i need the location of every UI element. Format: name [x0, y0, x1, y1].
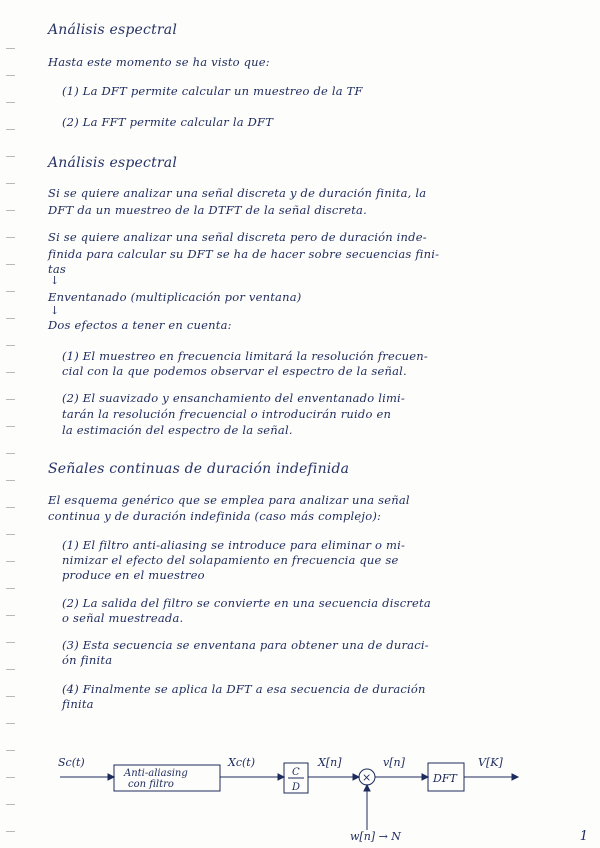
step-3-line1: (3) Esta secuencia se enventana para obtener una de duraci-: [62, 638, 429, 652]
heading-senales-continuas: Señales continuas de duración indefinida: [48, 461, 350, 477]
spectral-p1-line2: DFT da un muestreo de la DTFT de la señal discreta.: [48, 203, 367, 217]
spectral-p2-line1: Si se quiere analizar una señal discreta pero de duración inde-: [48, 230, 427, 244]
arrow-right-icon: [278, 774, 284, 780]
block-diagram: [0, 740, 600, 848]
effects-line: Dos efectos a tener en cuenta:: [48, 318, 232, 332]
intro-item-1: (1) La DFT permite calcular un muestreo de la TF: [62, 84, 363, 98]
vk-label: V[K]: [478, 756, 503, 769]
spectral-p2-line3: tas: [48, 262, 66, 276]
intro-lead: Hasta este momento se ha visto que:: [48, 55, 270, 69]
multiply-icon: ×: [362, 771, 372, 784]
step-1-line1: (1) El filtro anti-aliasing se introduce para eliminar o mi-: [62, 538, 406, 552]
windowing-line: Enventanado (multiplicación por ventana): [48, 290, 302, 304]
input-signal-label: Sc(t): [58, 756, 85, 769]
spectral-p2-line2: finida para calcular su DFT se ha de hacer sobre secuencias fini-: [48, 247, 440, 261]
effect-1-line2: cial con la que podemos observar el espectro de la señal.: [62, 364, 407, 378]
step-4-line1: (4) Finalmente se aplica la DFT a esa secuencia de duración: [62, 682, 426, 696]
step-1-line2: nimizar el efecto del solapamiento en frecuencia que se: [62, 553, 399, 567]
arrow-down-icon: ↓: [50, 274, 60, 287]
spectral-p1-line1: Si se quiere analizar una señal discreta y de duración finita, la: [48, 186, 427, 200]
filter-label-line2: con filtro: [128, 779, 174, 790]
vn-label: v[n]: [383, 756, 405, 769]
page-number: 1: [579, 829, 588, 844]
continuous-intro-line1: El esquema genérico que se emplea para analizar una señal: [48, 493, 410, 507]
intro-item-2: (2) La FFT permite calcular la DFT: [62, 115, 274, 129]
heading-analisis-espectral-1: Análisis espectral: [48, 22, 178, 38]
arrow-right-icon: [108, 774, 114, 780]
step-3-line2: ón finita: [62, 653, 113, 667]
cd-top-label: C: [292, 767, 300, 778]
heading-analisis-espectral-2: Análisis espectral: [48, 155, 178, 171]
window-label: w[n] → N: [350, 830, 401, 843]
xc-label: Xc(t): [228, 756, 255, 769]
effect-2-line3: la estimación del espectro de la señal.: [62, 423, 293, 437]
arrow-right-icon: [353, 774, 359, 780]
arrow-right-icon: [512, 774, 518, 780]
cd-bottom-label: D: [292, 782, 301, 793]
step-1-line3: produce en el muestreo: [62, 568, 205, 582]
arrow-right-icon: [422, 774, 428, 780]
effect-2-line2: tarán la resolución frecuencial o introducirán ruido en: [62, 407, 392, 421]
margin-ticks: [6, 0, 18, 848]
effect-1-line1: (1) El muestreo en frecuencia limitará la resolución frecuen-: [62, 349, 428, 363]
filter-label-line1: Anti-aliasing: [124, 768, 188, 779]
arrow-down-icon: ↓: [50, 304, 60, 317]
step-2-line2: o señal muestreada.: [62, 611, 184, 625]
effect-2-line1: (2) El suavizado y ensanchamiento del enventanado limi-: [62, 391, 406, 405]
step-2-line1: (2) La salida del filtro se convierte en una secuencia discreta: [62, 596, 431, 610]
arrow-up-icon: [364, 785, 370, 791]
step-4-line2: finita: [62, 697, 94, 711]
continuous-intro-line2: continua y de duración indefinida (caso más complejo):: [48, 509, 382, 523]
xn-label: X[n]: [318, 756, 342, 769]
dft-label: DFT: [433, 772, 457, 785]
